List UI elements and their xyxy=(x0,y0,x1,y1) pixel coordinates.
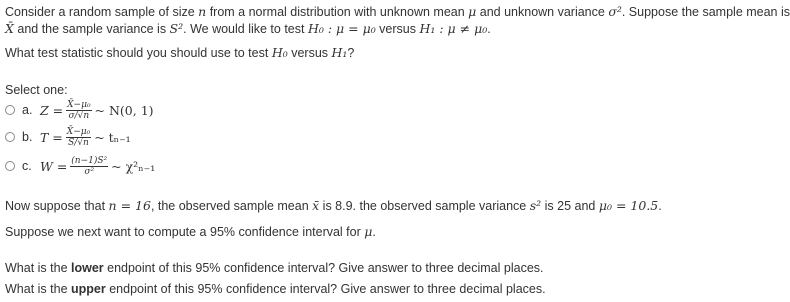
option-a[interactable] xyxy=(5,99,154,121)
math-mu: μ xyxy=(364,224,373,239)
followup-text: Suppose we next want to compute a 95% confidence interval for xyxy=(5,225,365,239)
question-text: and the sample variance is xyxy=(13,22,170,36)
fraction-numerator: X̄−μ₀ xyxy=(66,126,91,137)
followup-text: is 8.9. the observed sample variance xyxy=(319,199,530,213)
question-text: endpoint of this 95% confidence interval? Give answer to three decimal places. xyxy=(105,282,546,296)
question-upper-endpoint xyxy=(5,282,546,297)
option-lhs: T = xyxy=(40,129,63,145)
math-h1: H₁ xyxy=(331,45,348,60)
question-text: . We would like to test xyxy=(183,22,308,36)
fraction-denominator: σ/√n xyxy=(68,110,90,121)
question-text: versus xyxy=(375,22,420,36)
question-text: What is the xyxy=(5,261,71,275)
option-rhs: ~ tₙ₋₁ xyxy=(94,129,131,145)
question-text: . xyxy=(487,22,491,36)
option-letter: a. xyxy=(22,103,33,117)
question-lower-endpoint xyxy=(5,261,544,276)
math-n-eq: n = 16 xyxy=(108,198,151,213)
question-text: endpoint of this 95% confidence interval? Give answer to three decimal places. xyxy=(103,261,544,275)
emphasis-lower: lower xyxy=(71,261,104,275)
math-mu0-eq: μ₀ = 10.5 xyxy=(598,198,659,213)
math-xbar: X̄ xyxy=(5,21,14,36)
option-lhs: Z = xyxy=(40,102,64,118)
followup-text: , the observed sample mean xyxy=(150,199,313,213)
radio-button[interactable] xyxy=(5,105,15,115)
fraction-numerator: (n−1)S² xyxy=(71,155,108,166)
math-mu: μ xyxy=(468,4,477,19)
math-h1: H₁ : μ ≠ μ₀ xyxy=(419,21,488,36)
option-rhs: ~ N(0, 1) xyxy=(94,102,154,118)
question-line-1 xyxy=(5,4,790,20)
option-lhs: W = xyxy=(40,158,68,174)
fraction-denominator: S/√n xyxy=(68,137,89,148)
question-text: from a normal distribution with unknown mean xyxy=(206,5,469,19)
followup-text: is 25 and xyxy=(541,199,599,213)
question-text: and unknown variance xyxy=(476,5,609,19)
option-fraction xyxy=(66,100,91,121)
math-S2: S² xyxy=(169,21,184,36)
question-text: . Suppose the sample mean is xyxy=(621,5,790,19)
followup-text: Now suppose that xyxy=(5,199,109,213)
followup-text: . xyxy=(658,199,662,213)
math-h0: H₀ xyxy=(271,45,288,60)
math-h0: H₀ : μ = μ₀ xyxy=(307,21,376,36)
math-xbar: x̄ xyxy=(312,198,320,213)
fraction-denominator: σ² xyxy=(84,166,95,177)
math-s2: s² xyxy=(529,198,542,213)
option-b[interactable] xyxy=(5,126,131,148)
question-text: What test statistic should you should use to test xyxy=(5,46,272,60)
question-text: What is the xyxy=(5,282,71,296)
followup-line-1 xyxy=(5,198,662,214)
question-line-2 xyxy=(5,21,491,37)
option-letter: b. xyxy=(22,130,33,144)
question-text: versus xyxy=(287,46,332,60)
select-one-label: Select one: xyxy=(5,83,68,97)
option-fraction xyxy=(70,156,108,177)
question-text: Consider a random sample of size xyxy=(5,5,199,19)
option-rhs: ~ χ²ₙ₋₁ xyxy=(111,158,156,174)
option-fraction xyxy=(66,127,91,148)
question-text: ? xyxy=(347,46,355,60)
radio-button[interactable] xyxy=(5,132,15,142)
math-sigma2: σ² xyxy=(608,4,622,19)
math-n: n xyxy=(198,4,207,19)
question-line-3 xyxy=(5,45,354,61)
followup-line-2 xyxy=(5,224,376,240)
emphasis-upper: upper xyxy=(71,282,106,296)
fraction-numerator: X̄−μ₀ xyxy=(67,99,91,110)
option-c[interactable] xyxy=(5,155,155,177)
radio-button[interactable] xyxy=(5,161,15,171)
option-letter: c. xyxy=(22,159,32,173)
followup-text: . xyxy=(372,225,376,239)
